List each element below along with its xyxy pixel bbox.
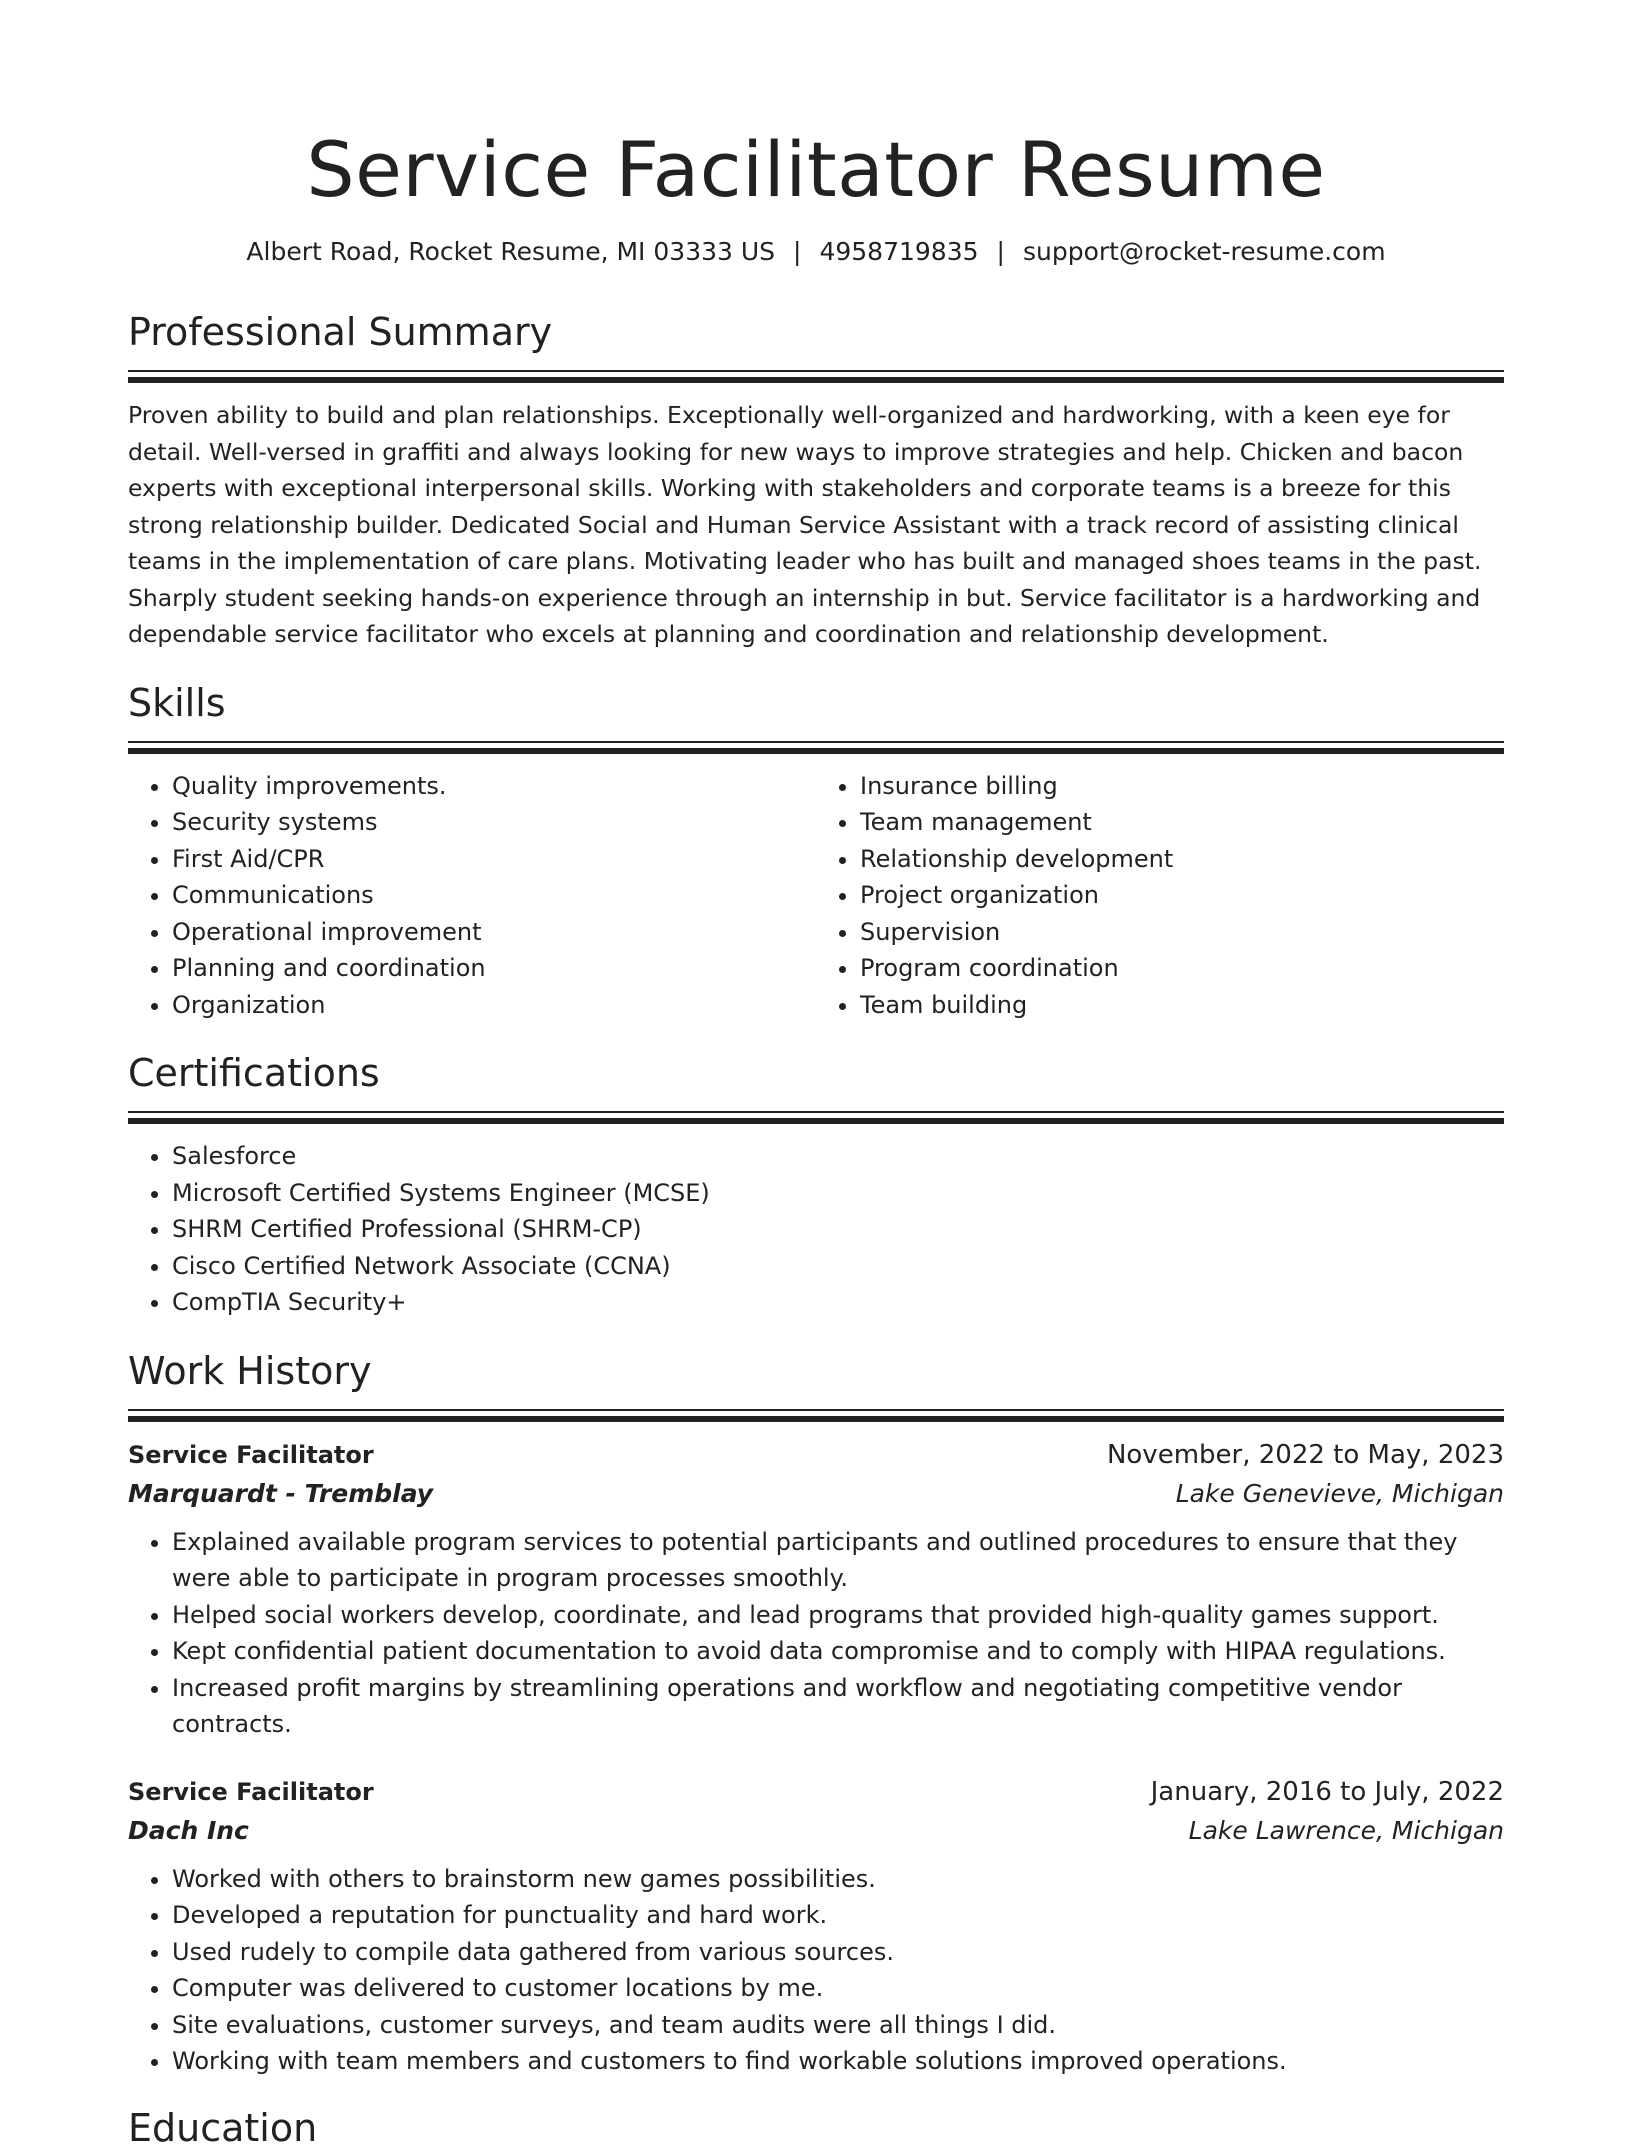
work-history-section <box>128 1347 1504 2080</box>
skill-item: • Planning and coordination <box>172 950 816 987</box>
job-company-row <box>128 1474 1504 1514</box>
skill-item: • Insurance billing <box>860 768 1504 805</box>
contact-separator: | <box>793 237 802 266</box>
skills-grid <box>128 768 1504 1024</box>
skill-item: • Team management <box>860 804 1504 841</box>
certification-item: • CompTIA Security+ <box>172 1284 1504 1321</box>
skill-item: • Team building <box>860 987 1504 1024</box>
summary-section <box>128 308 1504 653</box>
job-bullet: • Computer was delivered to customer locations by me. <box>172 1970 1504 2007</box>
job-bullet: • Worked with others to brainstorm new games possibilities. <box>172 1861 1504 1898</box>
certification-item: • Cisco Certified Network Associate (CCNA) <box>172 1248 1504 1285</box>
job-title: Service Facilitator <box>128 1777 374 1806</box>
job-bullet: • Working with team members and customers to find workable solutions improved operations. <box>172 2043 1504 2080</box>
job-company: Dach Inc <box>128 1815 249 1845</box>
skill-item: • Security systems <box>172 804 816 841</box>
job-bullet-list <box>128 1861 1504 2080</box>
contact-address: Albert Road, Rocket Resume, MI 03333 US <box>246 237 776 266</box>
job-bullet: • Used rudely to compile data gathered from various sources. <box>172 1934 1504 1971</box>
education-section <box>128 2104 1504 2152</box>
skill-item: • Organization <box>172 987 816 1024</box>
certification-item: • Salesforce <box>172 1138 1504 1175</box>
education-heading: Education <box>128 2105 318 2150</box>
skill-item: • Quality improvements. <box>172 768 816 805</box>
job-entry <box>128 1773 1504 2080</box>
job-entry <box>128 1436 1504 1743</box>
job-title: Service Facilitator <box>128 1440 374 1469</box>
certification-item: • SHRM Certified Professional (SHRM-CP) <box>172 1211 1504 1248</box>
job-header-row <box>128 1773 1504 1811</box>
job-bullet: • Site evaluations, customer surveys, and team audits were all things I did. <box>172 2007 1504 2044</box>
contact-email: support@rocket-resume.com <box>1022 237 1386 266</box>
section-rule-thick <box>128 377 1504 383</box>
skills-list-right <box>816 768 1504 1024</box>
job-bullet: • Increased profit margins by streamlining operations and workflow and negotiating competitive vendor contracts. <box>172 1670 1504 1743</box>
section-rule-thin <box>128 741 1504 743</box>
job-dates: January, 2016 to July, 2022 <box>1150 1776 1504 1807</box>
contact-phone: 4958719835 <box>819 237 979 266</box>
summary-heading: Professional Summary <box>128 310 553 354</box>
work-history-heading: Work History <box>128 1348 372 1393</box>
section-rule-thin <box>128 1111 1504 1113</box>
section-rule-thick <box>128 1118 1504 1124</box>
resume-title: Service Facilitator Resume <box>306 125 1326 214</box>
section-rule-thin <box>128 370 1504 372</box>
summary-text: Proven ability to build and plan relationships. Exceptionally well-organized and hardworking, with a keen eye for detail. Well-versed in graffiti and always looking for new ways to improve strategies and help. Chicken and bacon experts with exceptional interpersonal skills. Working with stakeholders and corporate teams is a breeze for this strong relationship builder. Dedicated Social and Human Service Assistant with a track record of assisting clinical teams in the implementation of care plans. Motivating leader who has built and managed shoes teams in the past. Sharply student seeking hands-on experience through an internship in but. Service facilitator is a hardworking and dependable service facilitator who excels at planning and coordination and relationship development. <box>128 401 1482 648</box>
job-location: Lake Lawrence, Michigan <box>1188 1815 1504 1845</box>
job-dates: November, 2022 to May, 2023 <box>1106 1439 1504 1470</box>
job-company-row <box>128 1811 1504 1851</box>
job-bullet: • Explained available program services to potential participants and outlined procedures to ensure that they were able to participate in program processes smoothly. <box>172 1524 1504 1597</box>
job-bullet: • Developed a reputation for punctuality and hard work. <box>172 1897 1504 1934</box>
job-bullet: • Kept confidential patient documentation to avoid data compromise and to comply with HIPAA regulations. <box>172 1633 1504 1670</box>
contact-separator: | <box>996 237 1005 266</box>
skills-section <box>128 679 1504 1024</box>
skill-item: • Supervision <box>860 914 1504 951</box>
skill-item: • Operational improvement <box>172 914 816 951</box>
job-bullet-list <box>128 1524 1504 1743</box>
job-location: Lake Genevieve, Michigan <box>1175 1478 1504 1508</box>
skill-item: • Program coordination <box>860 950 1504 987</box>
certifications-section <box>128 1049 1504 1321</box>
certifications-list <box>128 1138 1504 1321</box>
section-rule-thin <box>128 1409 1504 1411</box>
section-rule-thick <box>128 1416 1504 1422</box>
skills-column-right <box>816 768 1504 1024</box>
skills-list-left <box>128 768 816 1024</box>
skill-item: • Project organization <box>860 877 1504 914</box>
job-company: Marquardt - Tremblay <box>128 1478 434 1508</box>
certification-item: • Microsoft Certified Systems Engineer (MCSE) <box>172 1175 1504 1212</box>
certifications-heading: Certifications <box>128 1051 380 1095</box>
skills-column-left <box>128 768 816 1024</box>
job-header-row <box>128 1436 1504 1474</box>
skill-item: • Communications <box>172 877 816 914</box>
job-bullet: • Helped social workers develop, coordinate, and lead programs that provided high-quality games support. <box>172 1597 1504 1634</box>
section-rule-thick <box>128 748 1504 754</box>
skills-heading: Skills <box>128 680 226 725</box>
skill-item: • Relationship development <box>860 841 1504 878</box>
contact-line <box>128 236 1504 268</box>
skill-item: • First Aid/CPR <box>172 841 816 878</box>
